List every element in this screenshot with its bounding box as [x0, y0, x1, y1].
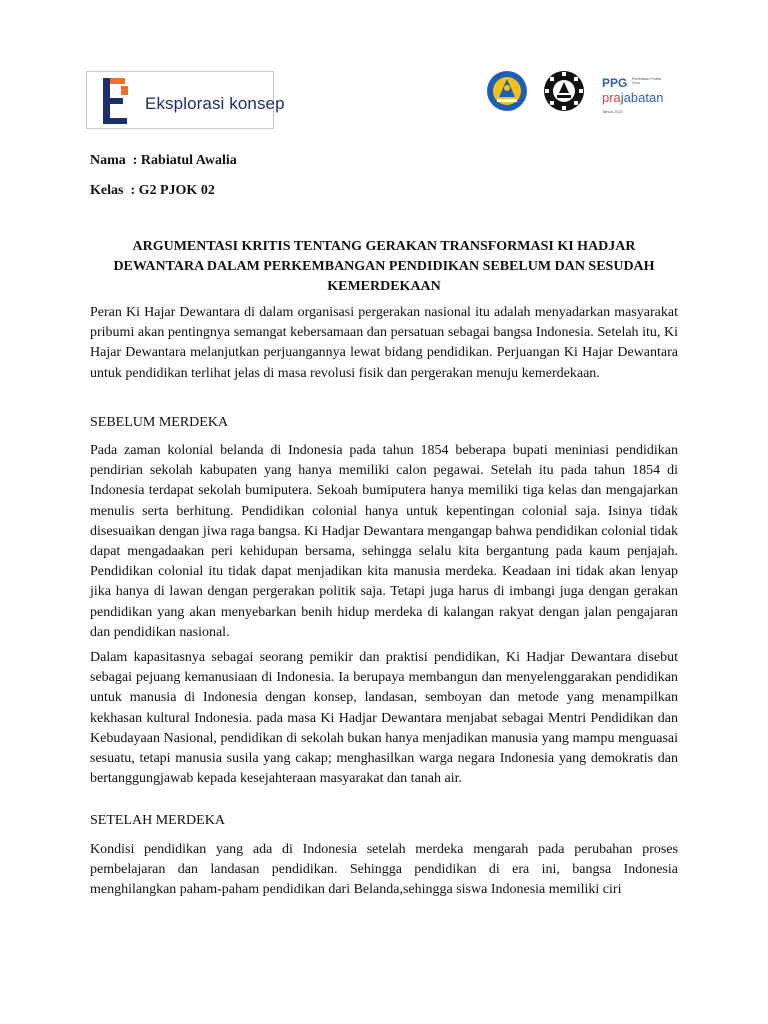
title-line-1: ARGUMENTASI KRITIS TENTANG GERAKAN TRANSFORMASI KI HADJAR	[132, 239, 636, 254]
section2-paragraph-1: Kondisi pendidikan yang ada di Indonesia setelah merdeka mengarah pada perubahan proses pembelajaran dan landasan pendidikan. Sehingga pendidikan di era ini, bangsa Indonesia menghilangkan paham-paham pendidikan dari Belanda,sehingga siswa Indonesia memiliki ciri	[90, 842, 678, 898]
student-name: Nama : Rabiatul Awalia	[90, 153, 237, 168]
ppg-prajabatan-logo	[600, 72, 680, 118]
title-line-3: KEMERDEKAAN	[327, 279, 441, 294]
ppg-main-suffix: jabatan	[620, 90, 664, 105]
document-title	[84, 237, 684, 297]
concept-header-box	[86, 71, 285, 129]
section-heading-after-independence: SETELAH MERDEKA	[90, 813, 225, 828]
concept-label: Eksplorasi konsep	[145, 94, 285, 113]
section1-paragraph-1: Pada zaman kolonial belanda di Indonesia pada tahun 1854 beberapa bupati meniniasi pendidikan pendirian sekolah kabupaten yang hanya memiliki calon pegawai. Setelah itu pada tahun 1854 di Indonesia terdapat sekolah bumiputera. Sekoah bumiputera hanya memiliki tiga kelas dan mengajarkan menulis serta berhitung. Pendidikan colonial hanya untuk kepentingan colonial saja. Isinya tidak disesuaikan dengan jiwa raga bangsa. Ki Hadjar Dewantara mengangap bahwa pendidikan colonial tidak dapat mengadaakan peri kehidupan bersama, sehingga selalu kita bergantung pada kaum penjajah. Pendidikan colonial itu tidak dapat menjadikan kita manusia merdeka. Keadaan ini tidak akan lenyap jika hanya di lawan dengan pergerakan politik saja. Tetapi juga harus di imbangi juga dengan gerakan pendidikan yang akan menyebarkan benih hidup merdeka di kalangan rakyat dengan jalan pengajaran dan pendidikan nasional.	[90, 443, 678, 640]
ppg-year: Tahun 2022	[602, 109, 623, 114]
intro-paragraph: Peran Ki Hajar Dewantara di dalam organisasi pergerakan nasional itu adalah menyadarkan masyarakat pribumi akan pentingnya semangat kebersamaan dan persatuan sebagai bangsa Indonesia. Setelah itu, Ki Hajar Dewantara melanjutkan perjuangannya lewat bidang pendidikan. Perjuangan Ki Hajar Dewantara untuk pendidikan terlihat jelas di masa revolusi fisik dan pergerakan menuju kemerdekaan.	[90, 305, 678, 381]
eksplorasi-e-logo-icon	[97, 78, 139, 124]
ppg-main-prefix: pra	[602, 90, 621, 105]
section1-paragraph-2: Dalam kapasitasnya sebagai seorang pemikir dan praktisi pendidikan, Ki Hadjar Dewantara disebut sebagai pejuang kemanusiaan di Indonesia. Ia berupaya membangun dan menyelenggarakan pendidikan untuk manusia di Indonesia dengan konsep, landasan, semboyan dan metode yang menampilkan kekhasan kultural Indonesia. pada masa Ki Hadjar Dewantara menjabat sebagai Mentri Pendidikan dan Kebudayaan Nasional, pendidikan di sekolah bukan hanya menjadikan manusia yang mampu menguasai sesuatu, tetapi manusia susila yang cakap; menghasilkan warga negara Indonesia yang demokratis dan bertanggungjawab kepada kesejahteraan masyarakat dan tanah air.	[90, 650, 678, 787]
section-heading-before-independence: SEBELUM MERDEKA	[90, 415, 229, 430]
ppg-main-label	[602, 90, 663, 105]
university-seal-icon	[542, 69, 586, 113]
title-line-2: DEWANTARA DALAM PERKEMBANGAN PENDIDIKAN SEBELUM DAN SESUDAH	[113, 259, 655, 274]
ppg-tiny-text: Pendidikan Profesi Guru	[632, 77, 662, 85]
ppg-label: PPG	[602, 76, 628, 90]
student-class: Kelas : G2 PJOK 02	[90, 183, 215, 198]
tut-wuri-handayani-logo-icon	[485, 69, 529, 113]
